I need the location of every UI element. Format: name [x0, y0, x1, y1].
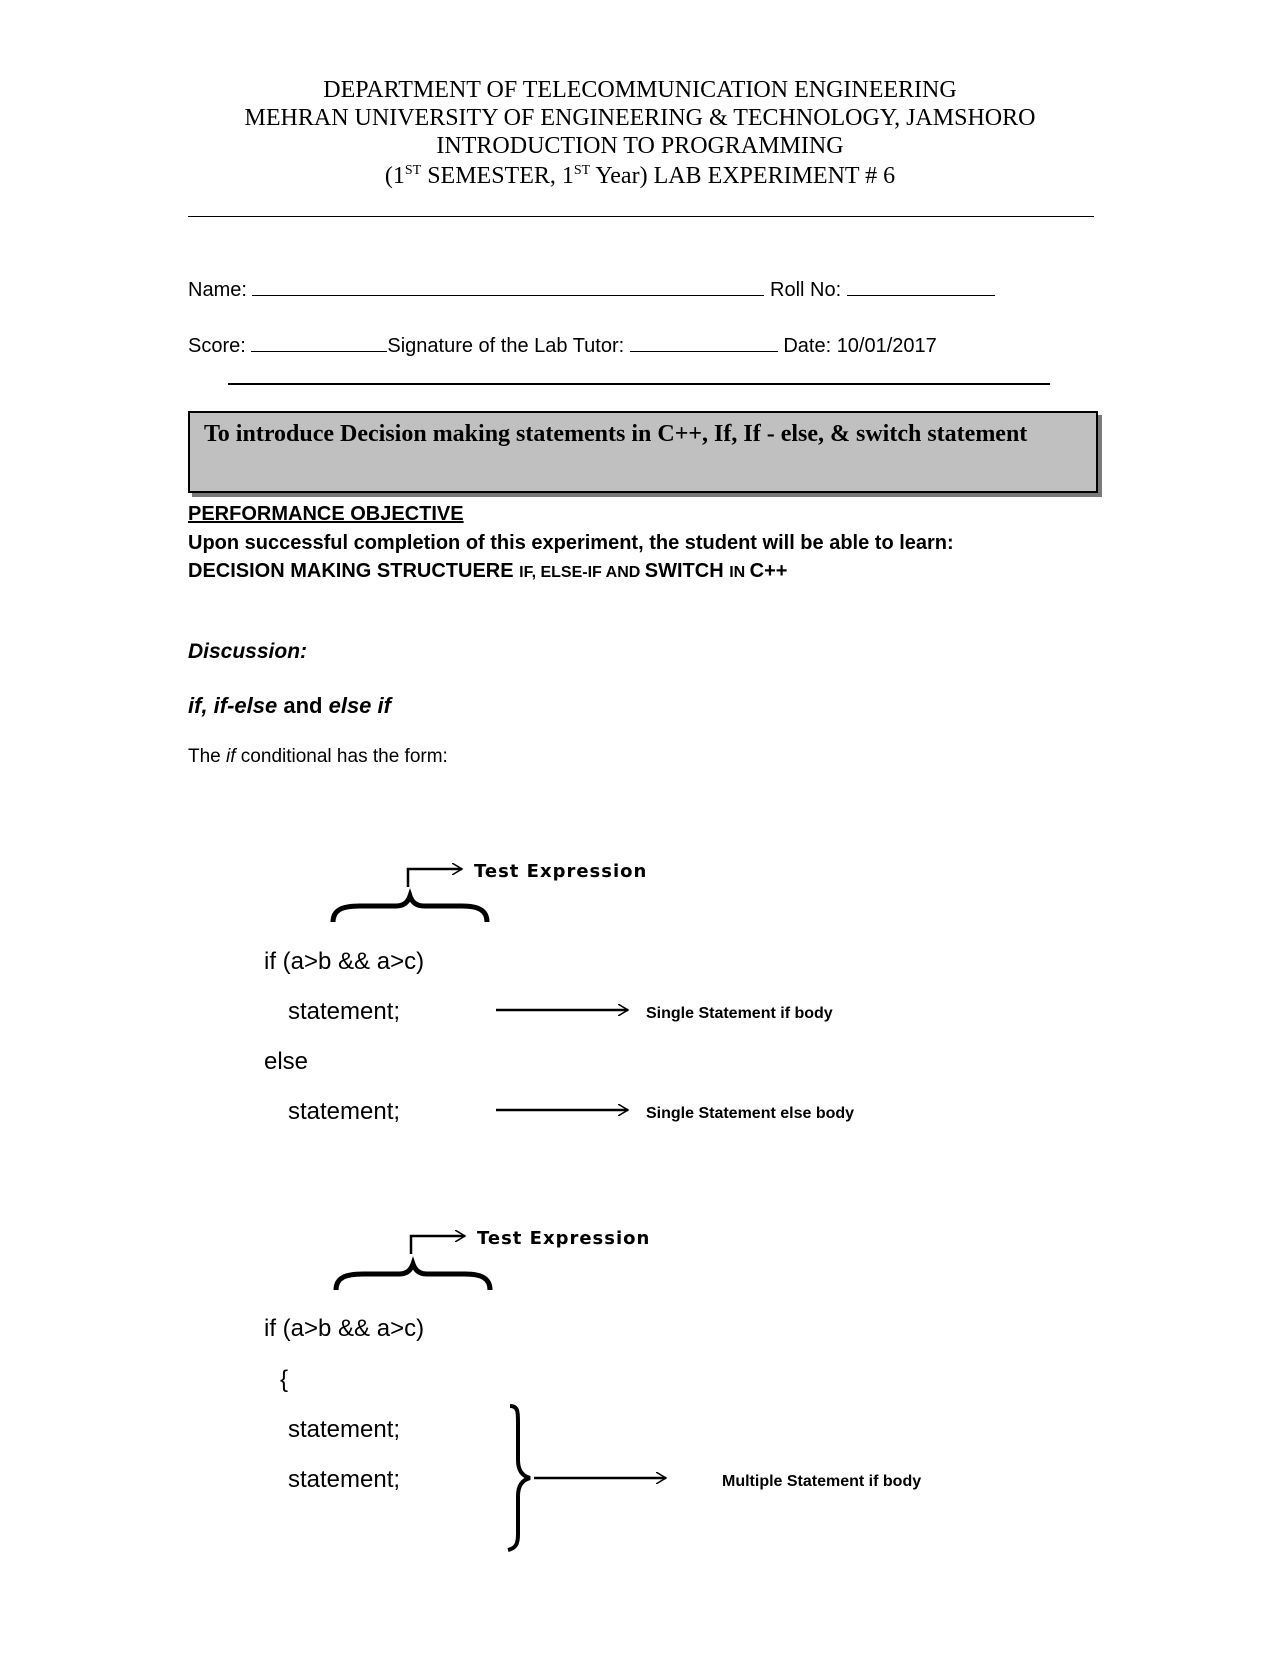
date-label: Date: 10/01/2017: [783, 335, 937, 357]
objective-line-2: DECISION MAKING STRUCTUERE IF, ELSE-IF AND SWITCH IN C++: [188, 560, 788, 582]
objective-line-1: Upon successful completion of this experiment, the student will be able to learn:: [188, 532, 954, 554]
header-line-4: (1ST SEMESTER, 1ST Year) LAB EXPERIMENT # 6: [384, 163, 896, 189]
curly-brace-2: [336, 1264, 490, 1290]
test-expression-pointer-2: [411, 1236, 465, 1254]
code-line-if-2: if (a>b && a>c): [264, 1315, 425, 1342]
curly-brace-1: [333, 896, 487, 922]
name-label: Name:: [188, 279, 247, 301]
objective-heading: PERFORMANCE OBJECTIVE: [188, 503, 464, 525]
score-label: Score:: [188, 335, 246, 357]
code-line-statement-1: statement;: [288, 998, 401, 1025]
discussion-heading: Discussion:: [188, 640, 308, 663]
signature-label: Signature of the Lab Tutor:: [387, 335, 625, 357]
code-line-if-1: if (a>b && a>c): [264, 948, 425, 975]
test-expression-pointer-1: [408, 869, 462, 887]
code-line-statement-4: statement;: [288, 1466, 401, 1493]
test-expression-label-1: Test Expression: [474, 861, 648, 882]
code-line-open-brace: {: [280, 1366, 289, 1393]
annotation-single-if: Single Statement if body: [646, 1005, 833, 1022]
closing-brace-vertical: [508, 1406, 530, 1550]
roll-label: Roll No:: [770, 279, 842, 301]
code-line-statement-2: statement;: [288, 1098, 401, 1125]
if-else-subheading: if, if-else and else if: [188, 693, 391, 718]
experiment-title: To introduce Decision making statements in C++, If, If - else, & switch statement: [204, 421, 1028, 447]
code-line-statement-3: statement;: [288, 1416, 401, 1443]
code-line-else: else: [264, 1048, 309, 1075]
annotation-single-else: Single Statement else body: [646, 1105, 855, 1122]
header-line-2: MEHRAN UNIVERSITY OF ENGINEERING & TECHNOLOGY, JAMSHORO: [244, 105, 1036, 131]
annotation-multiple-if: Multiple Statement if body: [722, 1473, 922, 1490]
test-expression-label-2: Test Expression: [477, 1228, 651, 1249]
if-intro-text: The if conditional has the form:: [188, 746, 448, 767]
header-line-1: DEPARTMENT OF TELECOMMUNICATION ENGINEERING: [323, 77, 957, 103]
header-line-3: INTRODUCTION TO PROGRAMMING: [436, 133, 844, 159]
